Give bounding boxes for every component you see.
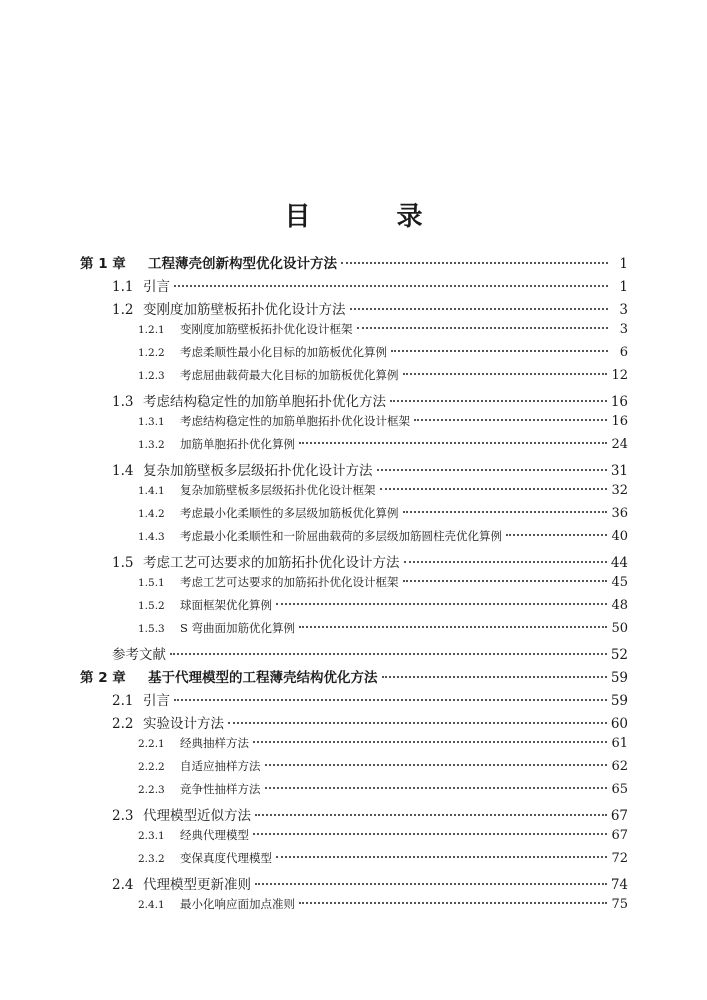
dot-leader <box>276 856 607 858</box>
dot-leader <box>403 511 608 513</box>
toc-entry-number: 1.2 <box>112 302 134 318</box>
toc-entry-number: 1.3.2 <box>138 439 165 451</box>
toc-entry-subsection[interactable] <box>78 436 628 459</box>
dot-leader <box>255 814 607 816</box>
toc-entry-page-number: 50 <box>611 621 628 636</box>
toc-entry-subsection[interactable] <box>78 735 628 758</box>
toc-entry-number: 1.2.3 <box>138 370 165 382</box>
toc-entry-page-number: 75 <box>611 897 628 912</box>
toc-entry-number: 2.4.1 <box>138 899 165 911</box>
toc-entry-title: 实验设计方法 <box>143 716 224 732</box>
toc-entry-title: 复杂加筋壁板多层级拓扑优化设计方法 <box>143 463 373 479</box>
toc-entry-number: 1.3.1 <box>138 416 165 428</box>
toc-entry-page-number: 52 <box>610 647 628 663</box>
dot-leader <box>391 350 608 352</box>
dot-leader <box>357 327 609 329</box>
toc-entry-number: 第 1 章 <box>80 256 126 272</box>
dot-leader <box>255 883 607 885</box>
dot-leader <box>170 653 607 655</box>
toc-entry-subsection[interactable] <box>78 896 628 919</box>
toc-entry-title: 自适应抽样方法 <box>180 759 261 773</box>
toc-entry-page-number: 48 <box>611 598 628 613</box>
dot-leader <box>174 699 607 701</box>
toc-entry-page-number: 1 <box>619 256 628 272</box>
toc-entry-subsection[interactable] <box>78 827 628 850</box>
dot-leader <box>265 787 608 789</box>
toc-entry-page-number: 1 <box>619 279 628 295</box>
dot-leader <box>403 580 608 582</box>
toc-entry-title: 引言 <box>143 693 170 709</box>
dot-leader <box>377 469 607 471</box>
toc-entry-number: 2.2.2 <box>138 761 165 773</box>
toc-entry-chapter[interactable] <box>78 252 628 275</box>
toc-entry-page-number: 61 <box>611 736 628 751</box>
dot-leader <box>299 626 607 628</box>
toc-entry-number: 1.5.1 <box>138 577 165 589</box>
toc-entry-number: 1.4.3 <box>138 531 165 543</box>
toc-entry-page-number: 45 <box>611 575 628 590</box>
toc-entry-section[interactable] <box>78 873 628 896</box>
toc-entry-page-number: 67 <box>611 828 628 843</box>
toc-entry-section[interactable] <box>78 689 628 712</box>
toc-entry-title: 变刚度加筋壁板拓扑优化设计方法 <box>143 302 346 318</box>
toc-entry-title: 参考文献 <box>112 647 166 663</box>
toc-entry-number: 1.3 <box>112 394 134 410</box>
toc-entry-section[interactable] <box>78 459 628 482</box>
toc-entry-subsection[interactable] <box>78 781 628 804</box>
toc-entry-number: 1.4.2 <box>138 508 165 520</box>
toc-entry-section[interactable] <box>78 390 628 413</box>
dot-leader <box>414 419 607 421</box>
toc-entry-title: S 弯曲面加筋优化算例 <box>180 621 296 635</box>
toc-entry-title: 基于代理模型的工程薄壳结构优化方法 <box>148 670 378 686</box>
toc-entry-number: 1.2.2 <box>138 347 165 359</box>
toc-entry-title: 考虑工艺可达要求的加筋拓扑优化设计框架 <box>180 575 399 589</box>
toc-entry-number: 2.2.3 <box>138 784 165 796</box>
toc-entry-page-number: 31 <box>610 463 628 479</box>
toc-entry-title: 复杂加筋壁板多层级拓扑优化设计框架 <box>180 483 376 497</box>
dot-leader <box>174 285 608 287</box>
toc-entry-chapter[interactable] <box>78 666 628 689</box>
toc-entry-page-number: 3 <box>619 322 628 337</box>
toc-entry-title: 考虑结构稳定性的加筋单胞拓扑优化设计框架 <box>180 414 410 428</box>
toc-entry-page-number: 65 <box>611 782 628 797</box>
dot-leader <box>265 764 608 766</box>
toc-entry-title: 竞争性抽样方法 <box>180 782 261 796</box>
toc-entry-title: 考虑柔顺性最小化目标的加筋板优化算例 <box>180 345 387 359</box>
toc-entry-page-number: 36 <box>611 506 628 521</box>
dot-leader <box>380 488 608 490</box>
dot-leader <box>382 676 607 678</box>
toc-entry-number: 2.3.1 <box>138 830 165 842</box>
toc-entry-number: 2.4 <box>112 877 134 893</box>
toc-entry-title: 考虑最小化柔顺性的多层级加筋板优化算例 <box>180 506 399 520</box>
toc-entry-page-number: 72 <box>611 851 628 866</box>
toc-entry-title: 经典抽样方法 <box>180 736 249 750</box>
toc-entry-title: 经典代理模型 <box>180 828 249 842</box>
dot-leader <box>403 373 608 375</box>
dot-leader <box>228 722 607 724</box>
toc-entry-page-number: 40 <box>611 529 628 544</box>
toc-entry-number: 1.5 <box>112 555 134 571</box>
toc-entry-section[interactable] <box>78 712 628 735</box>
dot-leader <box>299 902 607 904</box>
toc-entry-page-number: 44 <box>610 555 628 571</box>
toc-entry-page-number: 59 <box>610 670 628 686</box>
toc-entry-title: 代理模型近似方法 <box>143 808 251 824</box>
toc-entry-number: 1.5.3 <box>138 623 165 635</box>
toc-entry-page-number: 24 <box>611 437 628 452</box>
toc-entry-page-number: 74 <box>610 877 628 893</box>
dot-leader <box>299 442 607 444</box>
toc-entry-section[interactable] <box>78 804 628 827</box>
toc-entry-section[interactable] <box>78 551 628 574</box>
toc-entry-page-number: 16 <box>611 414 628 429</box>
toc-entry-subsection[interactable] <box>78 597 628 620</box>
toc-entry-number: 1.4.1 <box>138 485 165 497</box>
dot-leader <box>506 534 607 536</box>
toc-entry-page-number: 16 <box>610 394 628 410</box>
toc-entry-subsection[interactable] <box>78 482 628 505</box>
toc-entry-title: 考虑工艺可达要求的加筋拓扑优化设计方法 <box>143 555 400 571</box>
toc-entry-title: 加筋单胞拓扑优化算例 <box>180 437 295 451</box>
toc-entry-title: 代理模型更新准则 <box>143 877 251 893</box>
toc-entry-title: 考虑屈曲载荷最大化目标的加筋板优化算例 <box>180 368 399 382</box>
toc-entry-number: 第 2 章 <box>80 670 126 686</box>
toc-entry-number: 2.3.2 <box>138 853 165 865</box>
toc-entry-subsection[interactable] <box>78 505 628 528</box>
toc-entry-page-number: 32 <box>611 483 628 498</box>
toc-entry-number: 1.1 <box>112 279 134 295</box>
toc-entry-number: 1.4 <box>112 463 134 479</box>
page-title: 目 录 <box>284 202 453 232</box>
table-of-contents <box>78 252 628 919</box>
toc-entry-subsection[interactable] <box>78 528 628 551</box>
toc-entry-title: 球面框架优化算例 <box>180 598 272 612</box>
dot-leader <box>350 308 609 310</box>
toc-entry-page-number: 3 <box>619 302 628 318</box>
toc-entry-subsection[interactable] <box>78 620 628 643</box>
toc-entry-page-number: 6 <box>619 345 628 360</box>
toc-entry-number: 2.3 <box>112 808 134 824</box>
toc-entry-subsection[interactable] <box>78 367 628 390</box>
toc-entry-title: 引言 <box>143 279 170 295</box>
toc-entry-title: 考虑结构稳定性的加筋单胞拓扑优化方法 <box>143 394 386 410</box>
toc-entry-subsection[interactable] <box>78 413 628 436</box>
dot-leader <box>341 262 608 264</box>
toc-entry-page-number: 12 <box>611 368 628 383</box>
toc-entry-plain[interactable] <box>78 643 628 666</box>
toc-entry-page-number: 67 <box>610 808 628 824</box>
toc-entry-number: 1.2.1 <box>138 324 165 336</box>
toc-entry-title: 变保真度代理模型 <box>180 851 272 865</box>
dot-leader <box>390 400 607 402</box>
toc-entry-section[interactable] <box>78 298 628 321</box>
toc-entry-title: 最小化响应面加点准则 <box>180 897 295 911</box>
toc-entry-page-number: 59 <box>610 693 628 709</box>
toc-entry-subsection[interactable] <box>78 758 628 781</box>
toc-entry-subsection[interactable] <box>78 574 628 597</box>
toc-entry-subsection[interactable] <box>78 850 628 873</box>
toc-entry-title: 变刚度加筋壁板拓扑优化设计框架 <box>180 322 353 336</box>
dot-leader <box>253 833 607 835</box>
dot-leader <box>276 603 607 605</box>
toc-entry-number: 2.1 <box>112 693 134 709</box>
toc-entry-subsection[interactable] <box>78 344 628 367</box>
toc-entry-title: 考虑最小化柔顺性和一阶屈曲载荷的多层级加筋圆柱壳优化算例 <box>180 529 502 543</box>
toc-entry-section[interactable] <box>78 275 628 298</box>
toc-entry-page-number: 60 <box>610 716 628 732</box>
toc-entry-title: 工程薄壳创新构型优化设计方法 <box>148 256 337 272</box>
toc-entry-subsection[interactable] <box>78 321 628 344</box>
toc-entry-number: 2.2.1 <box>138 738 165 750</box>
toc-entry-number: 2.2 <box>112 716 134 732</box>
toc-entry-number: 1.5.2 <box>138 600 165 612</box>
dot-leader <box>404 561 607 563</box>
toc-entry-page-number: 62 <box>611 759 628 774</box>
dot-leader <box>253 741 607 743</box>
